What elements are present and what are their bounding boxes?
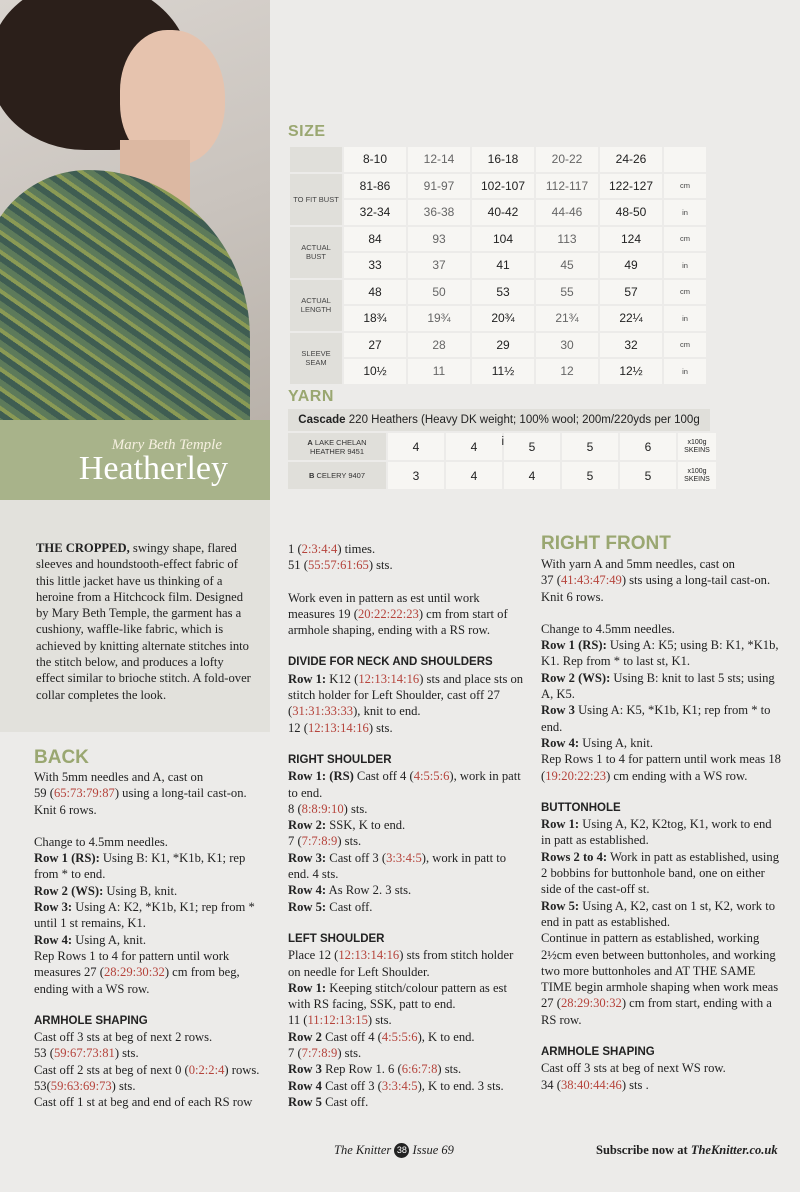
yarn-brand: Cascade — [298, 414, 346, 426]
rs-row3 — [288, 850, 528, 883]
rf-repeat — [541, 751, 781, 784]
size-cell: 113 — [536, 227, 598, 252]
designer-name: Mary Beth Temple — [111, 437, 222, 453]
size-cell: 41 — [472, 253, 534, 278]
unit-in: in — [664, 306, 706, 331]
ls-row5 — [288, 1094, 528, 1110]
text: ) sts. — [337, 834, 362, 849]
size-count: 3:3:4:5 — [386, 850, 422, 865]
size-cell: 24-26 — [600, 147, 662, 172]
text: Using A, K2, K2tog, K1, work to end in patt as established. — [541, 817, 772, 848]
unit-cm: cm — [664, 280, 706, 305]
size-count: 12:13:14:16 — [307, 720, 369, 735]
yarn-table — [286, 431, 718, 491]
magazine-name: The Knitter — [334, 1143, 392, 1157]
text: 11 ( — [288, 1013, 308, 1028]
row-label: Row 3 — [288, 1062, 322, 1077]
back-change-needles: Change to 4.5mm needles. — [34, 834, 168, 849]
text: Cast off 4 ( — [353, 769, 414, 784]
yarn-cell: 5 — [562, 433, 618, 460]
size-count: 11:12:13:15 — [307, 1013, 368, 1028]
text: 34 ( — [541, 1077, 561, 1092]
row-label: Row 5: — [288, 899, 327, 914]
size-cell: 55 — [536, 280, 598, 305]
size-cell: 11½ — [472, 359, 534, 384]
site-link[interactable]: TheKnitter.co.uk — [690, 1143, 778, 1157]
size-cell: 44-46 — [536, 200, 598, 225]
intro-body: swingy shape, flared sleeves and houndstooth-effect fabric of this little jacket have us thinking of a heroine from a Hitchcock film. Designed by Mary Beth Temple, the garment has a cushiony, waffle-like fabric, which is achieved by knitting alternate stitches into the stitch below, and produces a lofty effect similar to brioche stitch. A fold-over collar completes the look. — [36, 541, 251, 702]
text: 37 ( — [541, 573, 561, 588]
size-count: 65:73:79:87 — [53, 786, 115, 801]
yarn-unit: x100g SKEINS — [678, 433, 716, 460]
size-row — [290, 359, 706, 384]
rf-row1 — [541, 637, 781, 670]
text — [541, 572, 781, 588]
yarn-cell: 4 — [388, 433, 444, 460]
unit-blank — [664, 147, 706, 172]
back-column — [34, 769, 270, 1111]
size-count: 38:40:44:46 — [560, 1077, 622, 1092]
text: K12 ( — [326, 671, 359, 686]
text: ) cm ending with a WS row. — [606, 768, 748, 783]
divide-row1 — [288, 671, 528, 720]
text: 59 ( — [34, 786, 54, 801]
rs-row1 — [288, 768, 528, 801]
row-label: Row 4 — [288, 1078, 322, 1093]
armhole-back-heading: ARMHOLE SHAPING — [34, 1014, 148, 1027]
armhole-front-heading: ARMHOLE SHAPING — [541, 1046, 655, 1059]
text: With 5mm needles and A, cast on — [34, 770, 204, 784]
size-count: 8:8:9:10 — [301, 801, 344, 816]
size-cell: 40-42 — [472, 200, 534, 225]
text: Using B, knit. — [103, 883, 178, 898]
back-row2 — [34, 883, 270, 899]
size-cell: 8-10 — [344, 147, 406, 172]
size-cell: 20-22 — [536, 147, 598, 172]
text: Cast off 3 ( — [326, 850, 387, 865]
text: Cast off 2 sts at beg of next 0 ( — [34, 1062, 189, 1077]
size-cell: 16-18 — [472, 147, 534, 172]
text: 8 ( — [288, 801, 302, 816]
size-cell: 12½ — [600, 359, 662, 384]
yarn-cell: 5 — [562, 462, 618, 489]
intro-text — [36, 540, 254, 703]
size-cell: 124 — [600, 227, 662, 252]
text: Rep Rows 1 to 4 for pattern until work measures 27 ( — [34, 948, 230, 980]
unit-cm: cm — [664, 333, 706, 358]
row-label: Rows 2 to 4: — [541, 849, 608, 864]
yarn-description-text: 220 Heathers (Heavy DK weight; 100% wool; 200m/220yds per 100g — [348, 414, 700, 426]
yarn-letter: A — [307, 437, 313, 447]
size-count: 41:43:47:49 — [560, 573, 622, 588]
text: ) sts. — [367, 1013, 392, 1028]
rf-row2 — [541, 670, 781, 703]
size-row — [290, 227, 706, 252]
footer-issue — [334, 1143, 454, 1158]
text: Place 12 ( — [288, 948, 339, 963]
right-front-heading: RIGHT FRONT — [541, 533, 671, 554]
text: Rep Rows 1 to 4 for pattern until work meas 18 ( — [541, 752, 781, 783]
size-count: 31:31:33:33 — [292, 704, 354, 719]
text — [34, 1078, 270, 1094]
text: ) sts. — [437, 1062, 462, 1077]
yarn-letter: B — [308, 471, 315, 480]
size-count: 12:13:14:16 — [358, 671, 420, 686]
size-cell: 93 — [408, 227, 470, 252]
text — [288, 1012, 528, 1028]
size-row — [290, 174, 706, 199]
text — [288, 833, 528, 849]
unit-in: in — [664, 200, 706, 225]
yarn-cell: 4 — [446, 462, 502, 489]
row-label: Row 5 — [288, 1094, 322, 1109]
text: ) sts. — [368, 720, 393, 735]
row-label: Row 4: — [541, 735, 580, 750]
size-cell: 32-34 — [344, 200, 406, 225]
yarn-cell: 3 — [388, 462, 444, 489]
row-label: Row 4: — [34, 932, 73, 947]
text: ) sts using a long-tail cast-on. — [621, 573, 771, 588]
size-cell: 102-107 — [472, 174, 534, 199]
text: Using A, K2, cast on 1 st, K2, work to end in patt as established. — [541, 898, 776, 929]
size-count: 20:22:22:23 — [357, 606, 419, 621]
text: ) cm from start of armhole shaping, ending with a RS row. — [288, 606, 508, 638]
size-cell: 20¾ — [472, 306, 534, 331]
text: ) sts. — [337, 1046, 362, 1061]
ls-row3 — [288, 1061, 528, 1077]
unit-in: in — [664, 253, 706, 278]
size-cell: 22¼ — [600, 306, 662, 331]
text — [34, 1045, 270, 1061]
yarn-cell: 5 — [504, 433, 560, 460]
text: ) sts and place sts on stitch holder for Left Shoulder, cast off 27 ( — [288, 671, 524, 719]
page-number: 38 — [394, 1143, 409, 1158]
back-cast-on — [34, 769, 270, 818]
bh-continue — [541, 930, 781, 1028]
ls-row2 — [288, 1029, 528, 1045]
text — [288, 541, 528, 557]
text — [34, 1062, 270, 1078]
text: ), K to end. — [417, 1029, 475, 1044]
text: Cast off. — [326, 899, 373, 914]
text — [541, 1077, 781, 1093]
yarn-heading: YARN — [288, 388, 334, 405]
text: ) rows. — [224, 1062, 260, 1077]
row-label: Row 1: — [288, 980, 327, 995]
text: ) sts from stitch holder on needle for Left Shoulder. — [288, 948, 514, 979]
row-label: Row 1: (RS) — [288, 769, 354, 784]
size-row — [290, 333, 706, 358]
right-column — [541, 556, 781, 1093]
yarn-colour-name: LAKE CHELAN HEATHER 9451 — [309, 437, 367, 456]
text: Cast off 4 ( — [321, 1029, 382, 1044]
text: Using B: K1, *K1b, K1; rep from * to end. — [34, 851, 246, 882]
text: ) sts. — [114, 1046, 139, 1061]
text: 12 ( — [288, 720, 308, 735]
work-even — [288, 590, 528, 639]
text: Cast off 3 sts at beg of next 2 rows. — [34, 1030, 213, 1045]
ls-row4 — [288, 1078, 528, 1094]
yarn-cell: 6 — [620, 433, 676, 460]
text: ) using a long-tail cast-on. — [114, 786, 247, 801]
rs-row2 — [288, 817, 528, 833]
text: ) cm from beg, ending with a WS row. — [34, 965, 240, 996]
text: Cast off. — [321, 1094, 369, 1109]
size-cell: 104 — [472, 227, 534, 252]
size-count: 7:7:8:9 — [301, 834, 338, 849]
text: ) times. — [337, 542, 376, 556]
size-count: 55:57:61:65 — [307, 558, 369, 573]
intro-lead: THE CROPPED, — [36, 541, 130, 555]
row-label: Row 1 (RS): — [541, 638, 607, 653]
yarn-description — [288, 409, 710, 431]
ls-place — [288, 947, 528, 980]
text — [288, 1045, 528, 1061]
bh-row1 — [541, 816, 781, 849]
bh-row5 — [541, 898, 781, 931]
size-count: 28:29:30:32 — [560, 996, 622, 1011]
yarn-colour-name: CELERY 9407 — [316, 471, 366, 480]
row-label: Row 1: — [288, 671, 327, 686]
size-cell: 81-86 — [344, 174, 406, 199]
size-row — [290, 253, 706, 278]
row-label: Row 2 (WS): — [541, 670, 611, 685]
text: As Row 2. 3 sts. — [326, 883, 412, 898]
divide-heading: DIVIDE FOR NECK AND SHOULDERS — [288, 656, 493, 669]
sweater-shape — [0, 170, 250, 420]
row-label: Row 3: — [288, 850, 327, 865]
text: 7 ( — [288, 834, 302, 849]
size-row — [290, 280, 706, 305]
size-cell: 19¾ — [408, 306, 470, 331]
text: Cast off 3 sts at beg of next WS row. — [541, 1061, 726, 1076]
text: ), work in patt to end. 4 sts. — [288, 850, 507, 882]
size-cell: 33 — [344, 253, 406, 278]
size-cell: 27 — [344, 333, 406, 358]
left-shoulder-heading: LEFT SHOULDER — [288, 932, 385, 945]
text: Keeping stitch/colour pattern as est with RS facing, SSK, patt to end. — [288, 980, 507, 1012]
to-fit-bust-label: TO FIT BUST — [290, 174, 342, 225]
yarn-label — [288, 433, 386, 460]
text: 53 ( — [34, 1046, 54, 1061]
size-cell: 112-117 — [536, 174, 598, 199]
footer-subscribe[interactable] — [596, 1143, 778, 1158]
text: Using A, knit. — [72, 932, 146, 947]
size-cell: 84 — [344, 227, 406, 252]
row-label: Row 3: — [34, 900, 73, 915]
sleeve-seam-label: SLEEVE SEAM — [290, 333, 342, 384]
text: 51 ( — [288, 558, 308, 573]
size-cell: 11 — [408, 359, 470, 384]
size-row — [290, 147, 706, 172]
size-cell: 122-127 — [600, 174, 662, 199]
text: Continue in pattern as established, working 2½cm even between buttonholes, and working two more buttonholes and AT THE SAME TIME begin armhole shaping when work meas 27 ( — [541, 931, 779, 1011]
size-cell: 50 — [408, 280, 470, 305]
yarn-cell: 5 — [620, 462, 676, 489]
actual-length-label: ACTUAL LENGTH — [290, 280, 342, 331]
middle-column — [288, 541, 528, 1110]
row-label: Row 2: — [288, 818, 327, 833]
buttonhole-heading: BUTTONHOLE — [541, 801, 621, 814]
rf-row3 — [541, 702, 781, 735]
size-cell: 53 — [472, 280, 534, 305]
right-shoulder-heading: RIGHT SHOULDER — [288, 753, 392, 766]
size-cell: 37 — [408, 253, 470, 278]
size-cell: 45 — [536, 253, 598, 278]
size-blank — [290, 147, 342, 172]
back-row4 — [34, 932, 270, 948]
back-repeat — [34, 948, 270, 997]
rs-row5 — [288, 899, 528, 915]
size-row — [290, 306, 706, 331]
size-count: 59:67:73:81 — [53, 1046, 115, 1061]
text: ) sts . — [621, 1077, 649, 1092]
row-label: Row 2 (WS): — [34, 883, 104, 898]
size-count: 2:3:4:4 — [301, 542, 338, 556]
size-cell: 48 — [344, 280, 406, 305]
size-count: 59:63:69:73 — [50, 1079, 112, 1094]
size-count: 12:13:14:16 — [338, 948, 400, 963]
size-cell: 36-38 — [408, 200, 470, 225]
yarn-unit: x100g SKEINS — [678, 462, 716, 489]
subscribe-text: Subscribe now at — [596, 1143, 688, 1157]
size-count: 6:6:7:8 — [401, 1062, 438, 1077]
row-label: Row 1: — [541, 817, 580, 832]
size-cell: 32 — [600, 333, 662, 358]
yarn-row — [288, 433, 716, 460]
back-row3 — [34, 899, 270, 932]
size-count: 3:3:4:5 — [381, 1078, 418, 1093]
size-cell: 48-50 — [600, 200, 662, 225]
text: ), work in patt to end. — [288, 769, 521, 800]
unit-in: in — [664, 359, 706, 384]
rf-row4 — [541, 735, 781, 751]
text: ) sts. — [343, 801, 368, 816]
size-heading: SIZE — [288, 123, 326, 140]
actual-bust-label: ACTUAL BUST — [290, 227, 342, 278]
size-table — [288, 145, 708, 386]
size-cell: 10½ — [344, 359, 406, 384]
row-label: Row 5: — [541, 898, 580, 913]
text: Cast off 1 st at beg and end of each RS row — [34, 1095, 253, 1110]
back-row1 — [34, 850, 270, 883]
text: Using A: K5, *K1b, K1; rep from * to end. — [541, 703, 771, 734]
text — [288, 720, 528, 736]
ls-row1 — [288, 980, 528, 1013]
size-cell: 30 — [536, 333, 598, 358]
text: ), knit to end. — [353, 704, 421, 719]
size-cell: 57 — [600, 280, 662, 305]
size-cell: 18¾ — [344, 306, 406, 331]
text: 7 ( — [288, 1046, 302, 1061]
size-count: 28:29:30:32 — [103, 965, 165, 980]
size-count: 0:2:2:4 — [188, 1062, 225, 1077]
size-cell: 12 — [536, 359, 598, 384]
rs-row4 — [288, 882, 528, 898]
text: ) sts. — [111, 1079, 136, 1094]
size-cell: 29 — [472, 333, 534, 358]
text: SSK, K to end. — [326, 818, 406, 833]
text: Using A: K2, *K1b, K1; rep from * until 1 st remains, K1. — [34, 900, 255, 931]
text: 53( — [34, 1079, 51, 1094]
unit-cm: cm — [664, 227, 706, 252]
text: Work in patt as established, using 2 bobbins for buttonhole band, one on either side of the cast-off st. — [541, 849, 780, 897]
text: ) cm from start, ending with a RS row. — [541, 996, 772, 1027]
unit-cm: cm — [664, 174, 706, 199]
text: Cast off 3 ( — [321, 1078, 382, 1093]
text: ), K to end. 3 sts. — [417, 1078, 504, 1093]
yarn-cell: 4 — [504, 462, 560, 489]
size-cell: 12-14 — [408, 147, 470, 172]
text: Knit 6 rows. — [541, 589, 604, 604]
row-label: Row 3 — [541, 703, 575, 718]
size-cell: 28 — [408, 333, 470, 358]
text: Using A: K5; using B: K1, *K1b, K1. Rep from * to last st, K1. — [541, 638, 779, 669]
size-count: 19:20:22:23 — [545, 768, 607, 783]
text: Rep Row 1. 6 ( — [321, 1062, 402, 1077]
text: Change to 4.5mm needles. — [541, 621, 675, 636]
size-count: 4:5:5:6 — [381, 1029, 418, 1044]
row-label: Row 2 — [288, 1029, 322, 1044]
text: Knit 6 rows. — [34, 802, 97, 817]
model-photo — [0, 0, 270, 420]
text: Using B: knit to last 5 sts; using A, K5. — [541, 670, 775, 702]
back-heading: BACK — [34, 747, 89, 768]
yarn-cell: 4 — [446, 433, 502, 460]
text — [288, 801, 528, 817]
size-count: 4:5:5:6 — [413, 769, 450, 784]
text — [288, 557, 528, 573]
text: 1 ( — [288, 542, 302, 556]
size-row — [290, 200, 706, 225]
yarn-row — [288, 462, 716, 489]
issue-number: Issue 69 — [412, 1143, 454, 1157]
size-cell: 21¾ — [536, 306, 598, 331]
pattern-title: Heatherley — [78, 450, 228, 487]
size-count: 7:7:8:9 — [301, 1046, 338, 1061]
row-label: Row 4: — [288, 883, 327, 898]
size-cell: 49 — [600, 253, 662, 278]
row-label: Row 1 (RS): — [34, 851, 100, 866]
text: Work even in pattern as est until work measures 19 ( — [288, 590, 480, 621]
text: Using A, knit. — [579, 735, 653, 750]
size-cell: 91-97 — [408, 174, 470, 199]
bh-row2 — [541, 849, 781, 898]
yarn-label — [288, 462, 386, 489]
text: ) sts. — [368, 558, 393, 573]
text: With yarn A and 5mm needles, cast on — [541, 557, 735, 571]
